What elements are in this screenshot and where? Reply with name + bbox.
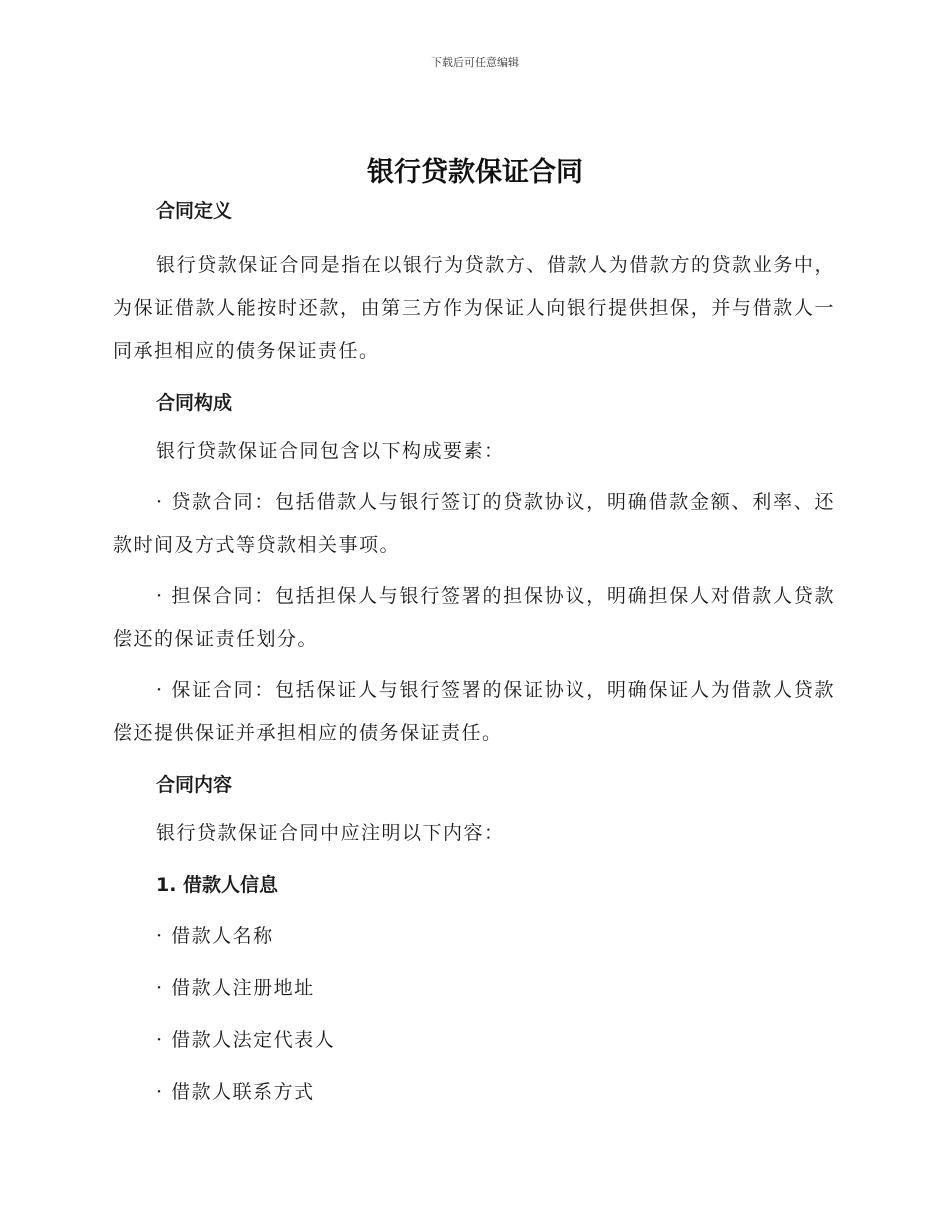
contents-intro: 银行贷款保证合同中应注明以下内容： (156, 822, 505, 844)
list-item: · 借款人法定代表人 (156, 1029, 336, 1051)
section-heading-composition: 合同构成 (156, 392, 233, 414)
document-body (113, 193, 835, 1126)
list-item: · 借款人联系方式 (156, 1081, 315, 1103)
definition-paragraph: 银行贷款保证合同是指在以银行为贷款方、借款人为借款方的贷款业务中，为保证借款人能按时还款，由第三方作为保证人向银行提供担保，并与借款人一同承担相应的债务保证责任。 (113, 254, 835, 362)
subheading-borrower-info: 1. 借款人信息 (156, 874, 279, 896)
list-item: · 借款人名称 (156, 925, 274, 947)
composition-item: · 贷款合同：包括借款人与银行签订的贷款协议，明确借款金额、利率、还款时间及方式等贷款相关事项。 (113, 491, 835, 556)
document-title: 银行贷款保证合同 (367, 157, 583, 188)
list-item: · 借款人注册地址 (156, 977, 315, 999)
section-heading-definition: 合同定义 (156, 200, 233, 222)
composition-item: · 担保合同：包括担保人与银行签署的担保协议，明确担保人对借款人贷款偿还的保证责任划分。 (113, 585, 835, 650)
composition-intro: 银行贷款保证合同包含以下构成要素： (156, 440, 505, 462)
section-heading-contents: 合同内容 (156, 774, 233, 796)
composition-item: · 保证合同：包括保证人与银行签署的保证协议，明确保证人为借款人贷款偿还提供保证并承担相应的债务保证责任。 (113, 679, 835, 744)
header-note: 下载后可任意编辑 (431, 56, 519, 69)
